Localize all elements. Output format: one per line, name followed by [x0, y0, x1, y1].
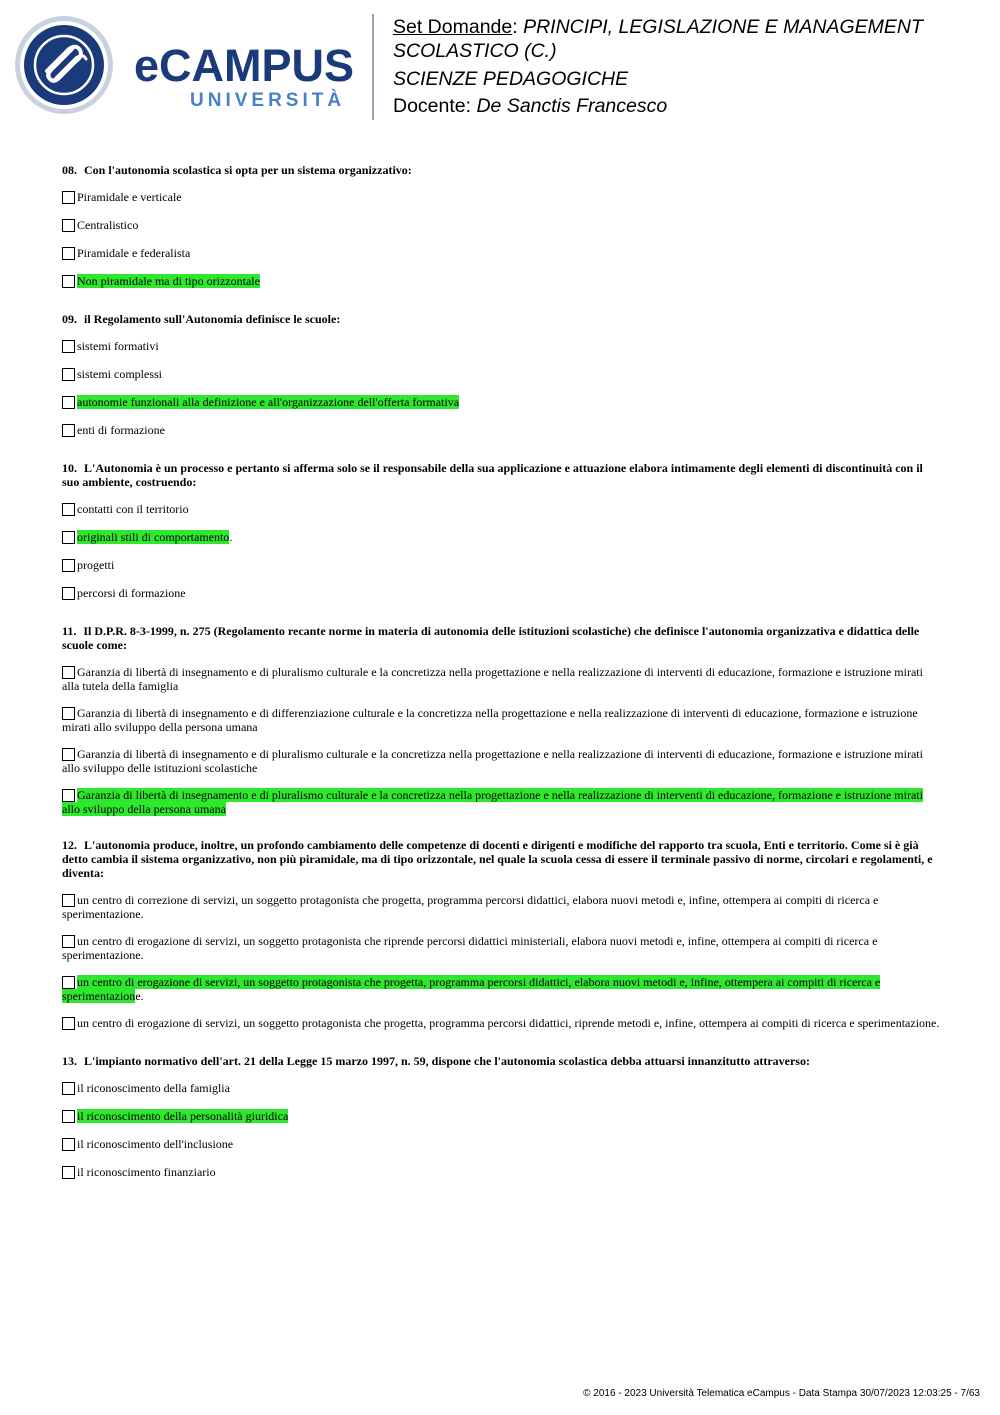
answer-option[interactable]: Piramidale e federalista [62, 246, 942, 262]
answer-option[interactable]: Garanzia di libertà di insegnamento e di pluralismo culturale e la concretizza nella progettazione e nella realizzazione di interventi di educazione, formazione e istruzione mirati allo sviluppo delle istituzioni scolastiche [62, 747, 923, 775]
answer-option[interactable]: un centro di erogazione di servizi, un soggetto protagonista che riprende percorsi didattici ministeriali, elabora nuovi metodi e, infine, ottempera ai compiti di ricerca e sperimentazione. [62, 934, 878, 962]
answer-option[interactable]: il riconoscimento finanziario [62, 1165, 942, 1181]
checkbox[interactable] [62, 587, 75, 600]
header-info [393, 15, 983, 118]
checkbox[interactable] [62, 219, 75, 232]
checkbox[interactable] [62, 666, 75, 679]
answer-option[interactable]: enti di formazione [62, 423, 942, 439]
answer-option[interactable]: Piramidale e verticale [62, 190, 942, 206]
question-title: 10. L'Autonomia è un processo e pertanto si afferma solo se il responsabile della sua applicazione e attuazione elabora intimamente degli elementi di discontinuità con il suo ambiente, costruendo: [62, 461, 923, 489]
svg-text:eCAMPUS: eCAMPUS [134, 40, 355, 91]
correct-answer-highlight: autonomie funzionali alla definizione e all'organizzazione dell'offerta formativa [77, 395, 460, 409]
correct-answer-highlight: il riconoscimento della personalità giuridica [77, 1109, 289, 1123]
page-footer: © 2016 - 2023 Università Telematica eCampus - Data Stampa 30/07/2023 12:03:25 - 7/63 [583, 1388, 980, 1399]
checkbox[interactable] [62, 191, 75, 204]
question-title: 12. L'autonomia produce, inoltre, un profondo cambiamento delle competenze di docenti e dirigenti e modifiche del rapporto tra scuola, Enti e territorio. Come si è già detto cambia il sistema organizzativo, non più piramidale, ma di tipo orizzontale, nel quale la scuola cessa di essere il terminale passivo di norme, circolari e regolamenti, e diventa: [62, 838, 933, 880]
answer-option[interactable]: il riconoscimento dell'inclusione [62, 1137, 942, 1153]
question-title: 13. L'impianto normativo dell'art. 21 della Legge 15 marzo 1997, n. 59, dispone che l'autonomia scolastica debba attuarsi innanzitutto attraverso: [62, 1054, 810, 1068]
faculty: SCIENZE PEDAGOGICHE [393, 68, 629, 90]
question-title: 08. Con l'autonomia scolastica si opta per un sistema organizzativo: [62, 163, 412, 177]
answer-option[interactable]: sistemi formativi [62, 339, 942, 355]
course-name-cont: SCOLASTICO (C.) [393, 40, 557, 62]
checkbox[interactable] [62, 894, 75, 907]
checkbox[interactable] [62, 559, 75, 572]
ecampus-logo [14, 14, 359, 116]
correct-answer-highlight: un centro di erogazione di servizi, un soggetto protagonista che progetta, programma percorsi didattici, elabora nuovi metodi e, infine, ottempera ai compiti di ricerca e sperimentazion [62, 975, 881, 1003]
answer-option[interactable]: sistemi complessi [62, 367, 942, 383]
set-title: Set Domande: PRINCIPI, LEGISLAZIONE E MANAGEMENT [393, 16, 923, 38]
checkbox[interactable] [62, 789, 75, 802]
checkbox[interactable] [62, 396, 75, 409]
page-header [0, 0, 1000, 130]
teacher-name: De Sanctis Francesco [476, 95, 668, 117]
answer-option-correct[interactable] [62, 788, 942, 816]
answer-option-correct[interactable] [62, 395, 942, 411]
answer-option[interactable]: percorsi di formazione [62, 586, 942, 602]
answer-option[interactable]: il riconoscimento della famiglia [62, 1081, 942, 1097]
questions-list [62, 163, 942, 1203]
checkbox[interactable] [62, 935, 75, 948]
svg-text:UNIVERSITÀ: UNIVERSITÀ [190, 90, 346, 111]
checkbox[interactable] [62, 707, 75, 720]
answer-option-correct[interactable]: originali stili di comportamento. [62, 530, 942, 546]
correct-answer-highlight: Garanzia di libertà di insegnamento e di pluralismo culturale e la concretizza nella progettazione e nella realizzazione di interventi di educazione, formazione e istruzione mirati allo sviluppo della persona umana [62, 788, 923, 816]
answer-option-correct[interactable] [62, 1109, 942, 1125]
answer-option[interactable]: contatti con il territorio [62, 502, 942, 518]
answer-option-correct[interactable]: un centro di erogazione di servizi, un soggetto protagonista che progetta, programma percorsi didattici, elabora nuovi metodi e, infine, ottempera ai compiti di ricerca e sperimentazione. [62, 975, 881, 1003]
course-name: PRINCIPI, LEGISLAZIONE E MANAGEMENT [523, 16, 923, 38]
question-title: 09. il Regolamento sull'Autonomia definisce le scuole: [62, 312, 341, 326]
question-12 [62, 838, 942, 1032]
checkbox[interactable] [62, 247, 75, 260]
checkbox[interactable] [62, 1017, 75, 1030]
checkbox[interactable] [62, 1138, 75, 1151]
answer-option[interactable]: un centro di erogazione di servizi, un soggetto protagonista che progetta, programma percorsi didattici, riprende metodi e, infine, ottempera ai compiti di ricerca e sperimentazione. [62, 1016, 942, 1032]
answer-option[interactable]: un centro di correzione di servizi, un soggetto protagonista che progetta, programma percorsi didattici, elabora nuovi metodi e, infine, ottempera ai compiti di ricerca e sperimentazione. [62, 893, 879, 921]
checkbox[interactable] [62, 1166, 75, 1179]
correct-answer-highlight: originali stili di comportamento [77, 530, 230, 544]
answer-option[interactable]: Centralistico [62, 218, 942, 234]
answer-option[interactable]: Garanzia di libertà di insegnamento e di differenziazione culturale e la concretizza nella progettazione e nella realizzazione di interventi di educazione, formazione e istruzione mirati allo sviluppo della persona umana [62, 706, 918, 734]
answer-option[interactable]: Garanzia di libertà di insegnamento e di pluralismo culturale e la concretizza nella progettazione e nella realizzazione di interventi di educazione, formazione e istruzione mirati alla tutela della famiglia [62, 665, 923, 693]
question-10 [62, 461, 942, 602]
question-title: 11. Il D.P.R. 8-3-1999, n. 275 (Regolamento recante norme in materia di autonomia delle istituzioni scolastiche) che definisce l'autonomia organizzativa e didattica delle scuole come: [62, 624, 920, 652]
checkbox[interactable] [62, 531, 75, 544]
checkbox[interactable] [62, 1082, 75, 1095]
answer-option-correct[interactable] [62, 274, 942, 290]
answer-option[interactable]: progetti [62, 558, 942, 574]
question-09 [62, 312, 942, 439]
teacher: Docente: De Sanctis Francesco [393, 95, 668, 117]
checkbox[interactable] [62, 976, 75, 989]
question-13 [62, 1054, 942, 1181]
checkbox[interactable] [62, 424, 75, 437]
header-divider [372, 14, 374, 120]
question-11 [62, 624, 942, 816]
checkbox[interactable] [62, 368, 75, 381]
checkbox[interactable] [62, 1110, 75, 1123]
checkbox[interactable] [62, 503, 75, 516]
checkbox[interactable] [62, 340, 75, 353]
checkbox[interactable] [62, 275, 75, 288]
question-08 [62, 163, 942, 290]
correct-answer-highlight: Non piramidale ma di tipo orizzontale [77, 274, 260, 288]
checkbox[interactable] [62, 748, 75, 761]
